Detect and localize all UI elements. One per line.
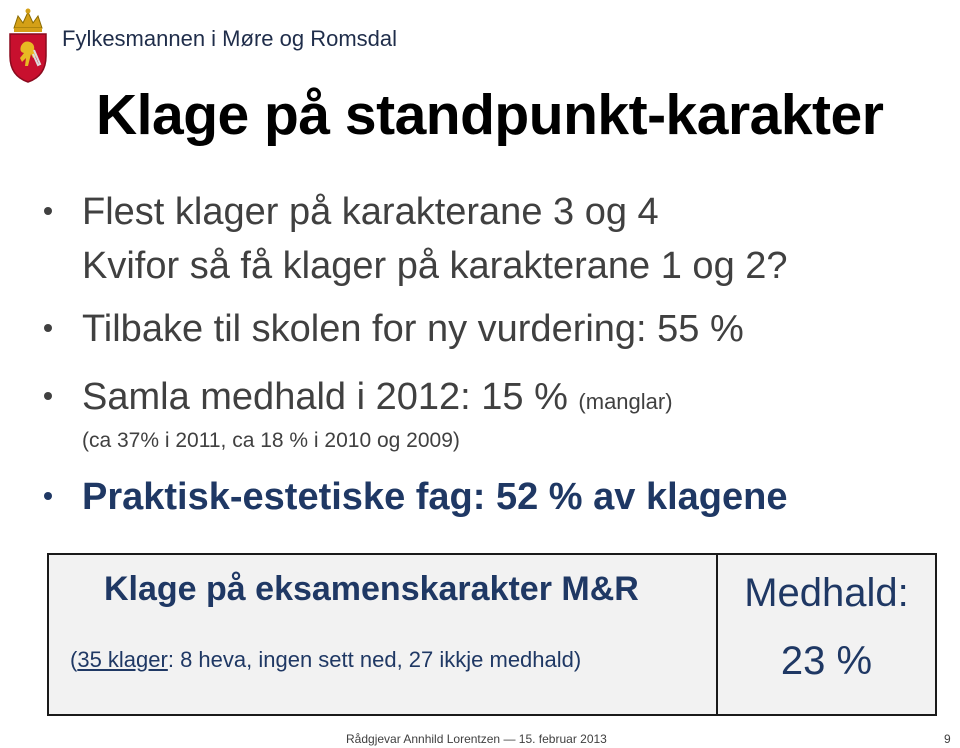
slide-page-number: 9	[944, 732, 951, 746]
exam-box-detail	[70, 647, 581, 673]
norwegian-coat-of-arms-icon	[4, 6, 52, 84]
exam-complaints-table	[47, 553, 937, 716]
detail-complaint-count: 35 klager	[77, 647, 168, 672]
slide-title: Klage på standpunkt-karakter	[96, 83, 884, 147]
bullet-dot	[44, 324, 52, 332]
footer-author: Rådgjevar Annhild Lorentzen — 15. februar 2013	[346, 732, 607, 746]
organization-name: Fylkesmannen i Møre og Romsdal	[62, 26, 398, 51]
bullet-text	[82, 370, 673, 429]
bullet-line: Kvifor så få klager på karakterane 1 og 2?	[82, 245, 788, 287]
bullet-dot	[44, 207, 52, 215]
medhald-label: Medhald:	[744, 571, 909, 615]
bullet-text: Tilbake til skolen for ny vurdering: 55 %	[82, 308, 744, 350]
bullet-dot	[44, 392, 52, 400]
exam-box-heading: Klage på eksamenskarakter M&R	[104, 570, 639, 608]
bullet-line: Flest klager på karakterane 3 og 4	[82, 191, 659, 233]
detail-open-paren: (	[70, 647, 78, 672]
bullet-main-text: Samla medhald i 2012: 15 %	[82, 376, 568, 418]
bullet-text: Praktisk-estetiske fag: 52 % av klagene	[82, 476, 788, 518]
medhald-value: 23 %	[780, 639, 873, 683]
bullet-text	[82, 185, 788, 293]
bullet-subline: (ca 37% i 2011, ca 18 % i 2010 og 2009)	[82, 429, 460, 452]
bullet-note: (manglar)	[578, 389, 673, 414]
detail-rest: : 8 heva, ingen sett ned, 27 ikkje medhald)	[167, 647, 582, 672]
bullet-dot	[44, 492, 52, 500]
